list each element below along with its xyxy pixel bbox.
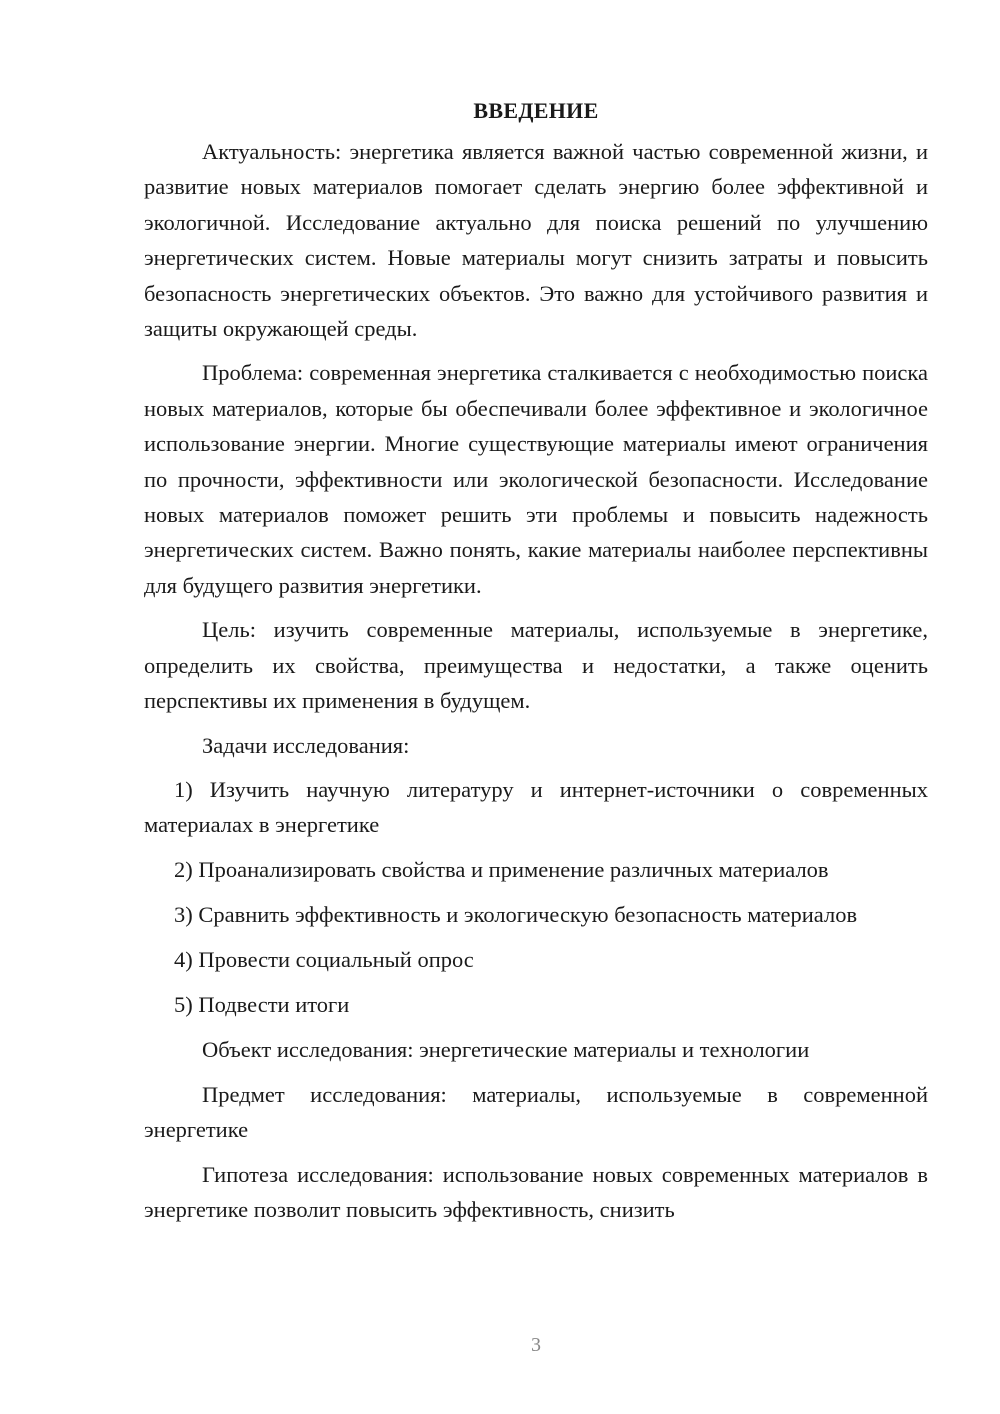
paragraph-object: Объект исследования: энергетические материалы и технологии xyxy=(202,1037,810,1063)
paragraph-hypothesis: Гипотеза исследования: использование новых современных материалов в энергетике позволит повысить эффективность, снизить xyxy=(144,1161,928,1222)
list-item: 1) Изучить научную литературу и интернет-источники о современных материалах в энергетике xyxy=(144,776,928,838)
section-title: ВВЕДЕНИЕ xyxy=(473,98,599,123)
list-item: 3) Сравнить эффективность и экологическую безопасность материалов xyxy=(174,902,858,928)
paragraph-problem: Проблема: современная энергетика сталкивается с необходимостью поиска новых материалов, которые бы обеспечивали более эффективное и экологичное использование энергии. Многие существующие материалы имеют ограничения по прочности, эффективности или экологической безопасности. Исследование новых материалов поможет решить эти проблемы и повысить надежность энергетических систем. Важно понять, какие материалы наиболее перспективны для будущего развития энергетики. xyxy=(144,360,928,598)
document-page xyxy=(144,96,928,1227)
paragraph-tasks-heading: Задачи исследования: xyxy=(202,732,410,758)
tasks-list xyxy=(144,772,928,1023)
paragraph-relevance: Актуальность: энергетика является важной частью современной жизни, и развитие новых материалов помогает сделать энергию более эффективной и экологичной. Исследование актуально для поиска решений по улучшению энергетических систем. Новые материалы могут снизить затраты и повысить безопасность энергетических объектов. Это важно для устойчивого развития и защиты окружающей среды. xyxy=(144,139,928,342)
list-item: 4) Провести социальный опрос xyxy=(174,947,474,973)
paragraph-goal: Цель: изучить современные материалы, используемые в энергетике, определить их свойства, преимущества и недостатки, а также оценить перспективы их применения в будущем. xyxy=(144,617,928,714)
list-item: 2) Проанализировать свойства и применение различных материалов xyxy=(174,857,829,883)
paragraph-subject: Предмет исследования: материалы, используемые в современной энергетике xyxy=(144,1081,928,1143)
list-item: 5) Подвести итоги xyxy=(174,992,350,1018)
page-number: 3 xyxy=(531,1334,541,1356)
